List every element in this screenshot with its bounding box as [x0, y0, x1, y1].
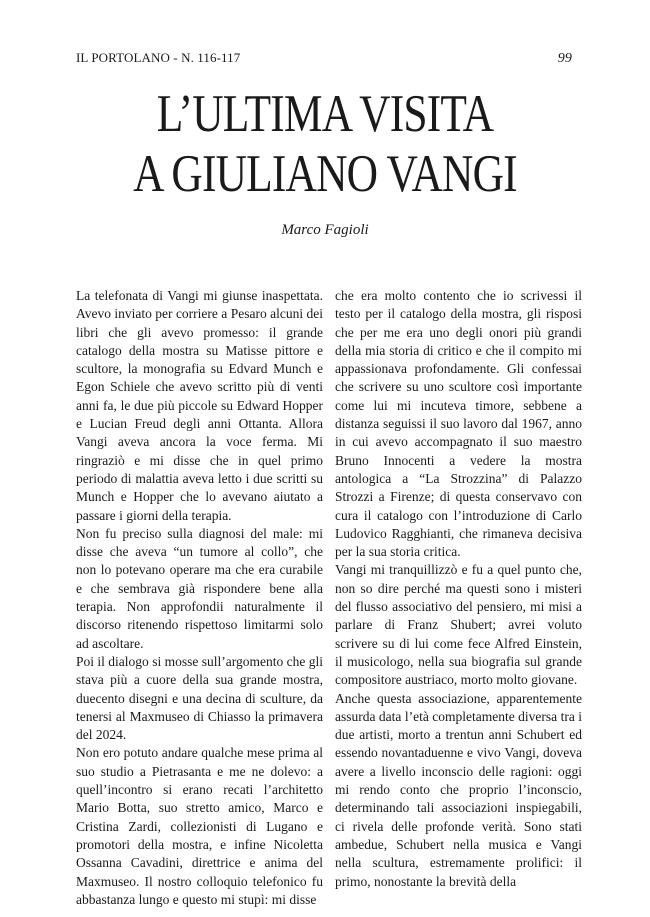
text-column-left	[76, 287, 323, 909]
body-paragraph: Non fu preciso sulla diagnosi del male: mi disse che aveva “un tumore al collo”, che non lo potevano operare ma che era curabile e che sembrava già rispondere bene alla terapia. Non approfondii naturalmente il discorso ritenendo rispettoso limitarmi solo ad ascoltare.	[76, 525, 323, 651]
page-number: 99	[557, 51, 572, 66]
article-title	[60, 84, 590, 204]
article-title-line-2: A GIULIANO VANGI	[133, 145, 517, 203]
body-paragraph: Poi il dialogo si mosse sull’argomento che gli stava più a cuore della sua grande mostra, duecento disegni e una decina di sculture, da tenersi al Maxmuseo di Chiasso la primavera del 2024.	[76, 653, 323, 743]
article-author: Marco Fagioli	[281, 222, 369, 238]
text-column-right	[335, 287, 582, 891]
body-paragraph: Vangi mi tranquillizzò e fu a quel punto che, non so dire perché ma questi sono i misteri del flusso associativo del pensiero, mi misi a parlare di Franz Shubert; avrei voluto scrivere su di lui come fece Alfred Einstein, il musicologo, nella sua biografia sul grande compositore austriaco, morto molto giovane.	[335, 562, 582, 688]
running-header	[76, 50, 572, 67]
journal-issue-label: IL PORTOLANO - N. 116-117	[76, 50, 241, 65]
article-title-line-1: L’ULTIMA VISITA	[156, 85, 494, 143]
body-paragraph: Anche questa associazione, apparentemente assurda data l’età completamente diversa tra i due artisti, morto a trentun anni Schubert ed essendo novantaduenne e vivo Vangi, doveva avere a livello inconscio delle ragioni: oggi mi rendo conto che proprio l’inconscio, determinando tali associazioni inspiegabili, ci rivela delle profonde verità. Sono stati ambedue, Schubert nella musica e Vangi nella scultura, estremamente prolifici: il primo, nonostante la brevità della	[335, 690, 582, 889]
body-paragraph: che era molto contento che io scrivessi il testo per il catalogo della mostra, gli risposi che per me era uno degli onori più grandi della mia storia di critico e che il compito mi appassionava profondamente. Gli confessai che scrivere su uno scultore così importante come lui mi incuteva timore, sebbene a distanza seguissi il suo lavoro dal 1967, anno in cui avevo accompagnato il suo maestro Bruno Innocenti a vedere la mostra antologica a “La Strozzina” di Palazzo Strozzi a Firenze; di questa conservavo con cura il catalogo con l’introduzione di Carlo Ludovico Ragghianti, che rimaneva decisiva per la sua storia critica.	[335, 288, 582, 560]
body-paragraph: Non ero potuto andare qualche mese prima al suo studio a Pietrasanta e me ne dolevo: a quell’incontro si erano recati l’architetto Mario Botta, suo stretto amico, Marco e Cristina Zardi, collezionisti di Lugano e promotori della mostra, e infine Nicoletta Ossanna Cavadini, direttrice e anima del Maxmuseo. Il nostro colloquio telefonico fu abbastanza lungo e questo mi stupì: mi disse	[76, 745, 323, 907]
body-paragraph: La telefonata di Vangi mi giunse inaspettata. Avevo inviato per corriere a Pesaro alcuni dei libri che gli avevo promesso: il grande catalogo della mostra su Matisse pittore e scultore, la monografia su Edvard Munch e Egon Schiele che avevo scritto più di venti anni fa, le due più piccole su Edward Hopper e Lucian Freud degli anni Ottanta. Allora Vangi aveva ancora la voce ferma. Mi ringraziò e mi disse che in quel primo periodo di malattia aveva letto i due scritti su Munch e Hopper che lo avevano aiutato a passare i giorni della terapia.	[76, 288, 323, 523]
